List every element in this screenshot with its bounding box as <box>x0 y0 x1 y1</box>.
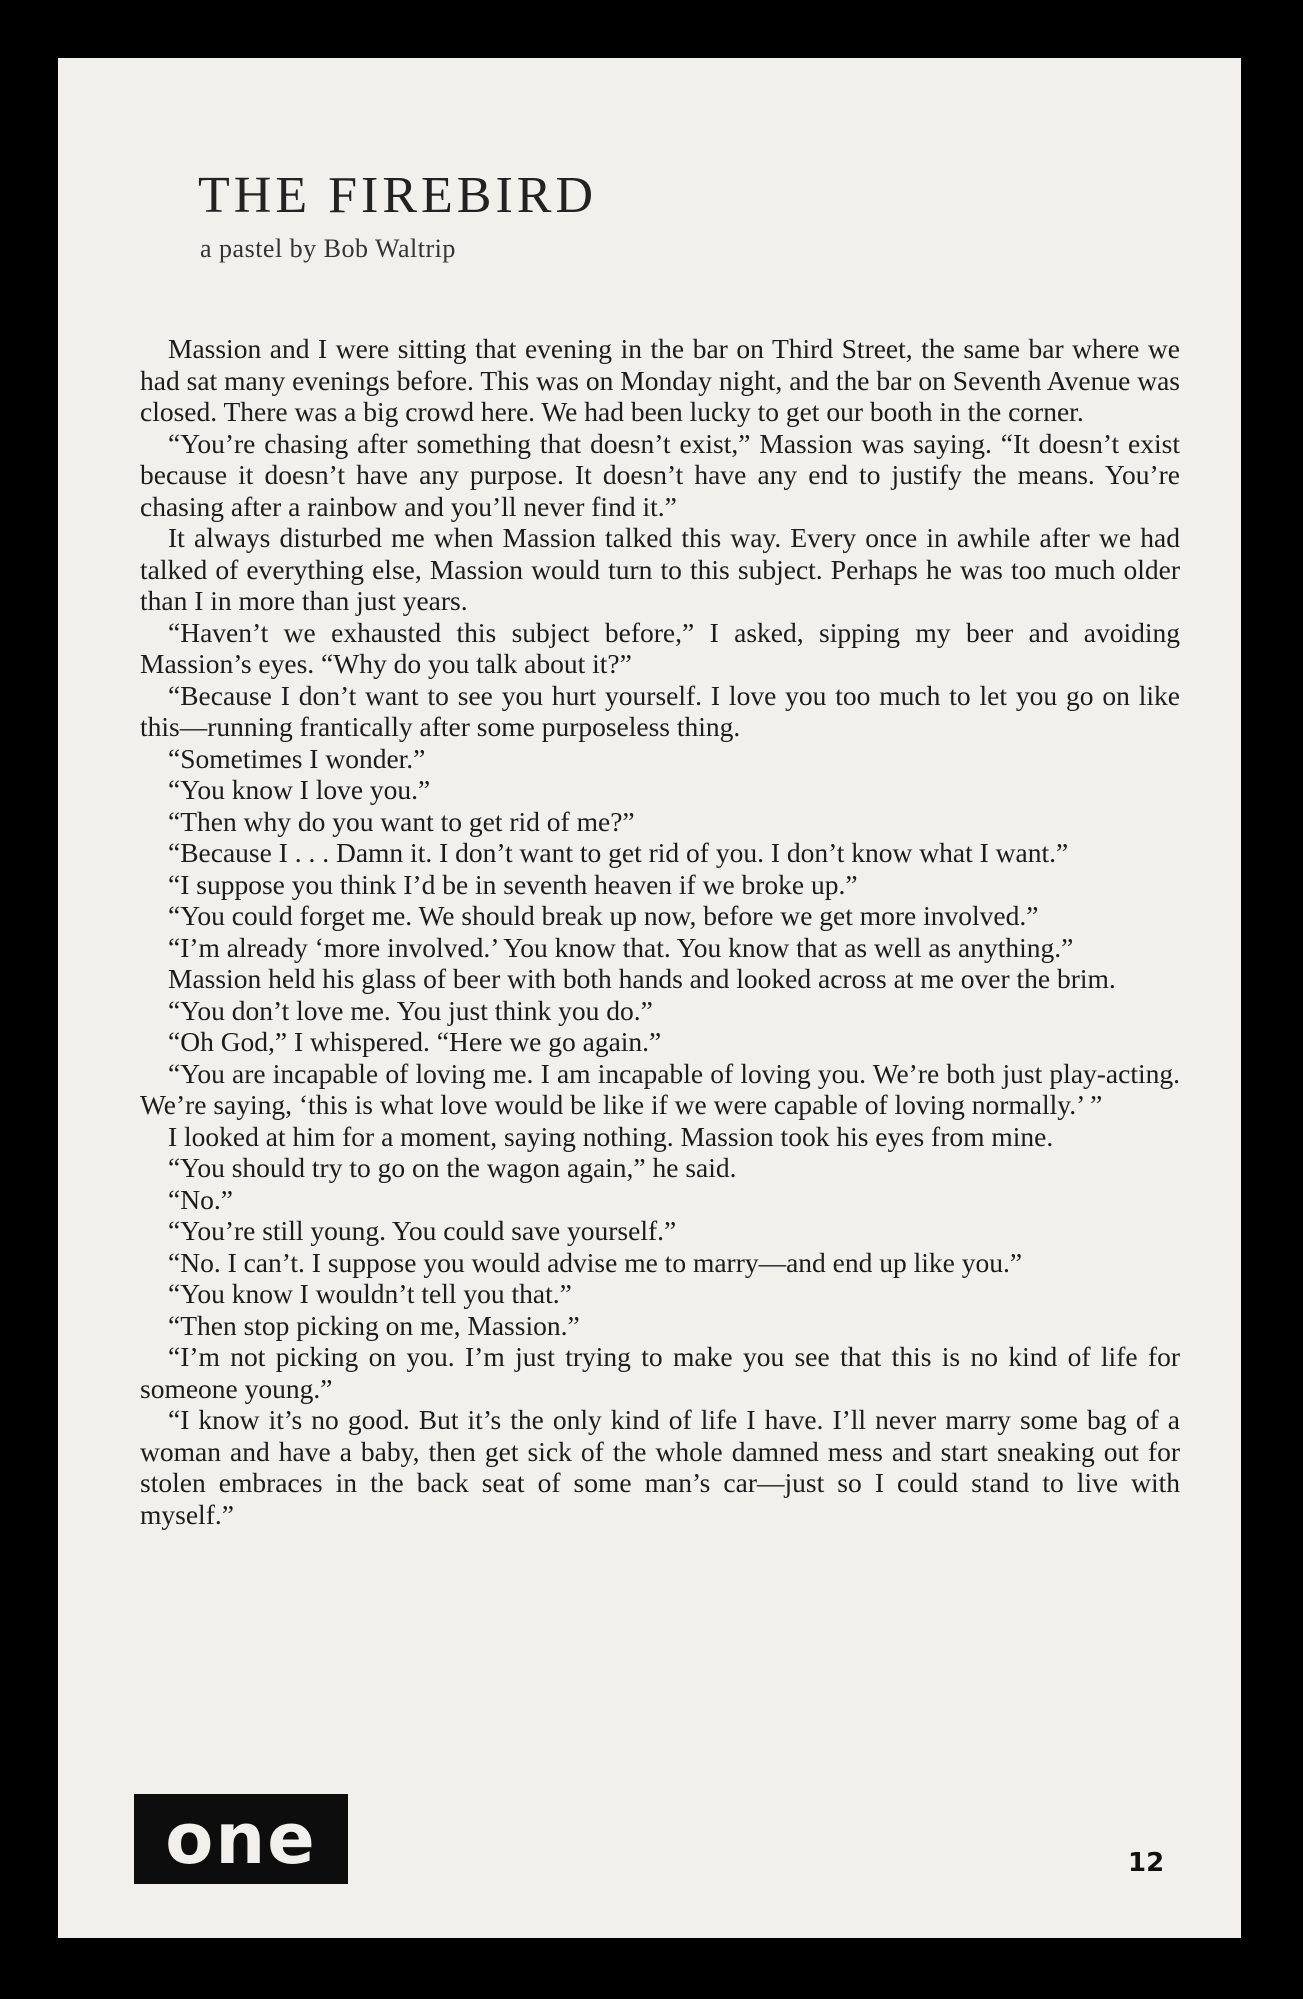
story-paragraph: “I’m not picking on you. I’m just trying to make you see that this is no kind of life for someone young.” <box>140 1341 1180 1404</box>
story-paragraph: “You should try to go on the wagon again,” he said. <box>168 1152 737 1183</box>
story-paragraph: “You could forget me. We should break up now, before we get more involved.” <box>168 900 1039 931</box>
story-paragraph: “You know I wouldn’t tell you that.” <box>168 1278 572 1309</box>
story-paragraph: “Sometimes I wonder.” <box>168 742 426 774</box>
magazine-logo: one <box>134 1794 348 1884</box>
article-byline: a pastel by Bob Waltrip <box>200 234 456 263</box>
page-number: 12 <box>1128 1848 1165 1878</box>
article-title: THE FIREBIRD <box>198 167 597 224</box>
story-paragraph: “Because I don’t want to see you hurt yourself. I love you too much to let you go on like this—running frantically after some purposeless thing. <box>140 679 1180 742</box>
story-paragraph: “Then why do you want to get rid of me?” <box>168 805 635 837</box>
story-paragraph: “No. I can’t. I suppose you would advise me to marry—and end up like you.” <box>168 1246 1023 1278</box>
story-paragraph: “You’re chasing after something that doesn’t exist,” Massion was saying. “It doesn’t exist because it doesn’t have any purpose. It doesn’t have any end to justify the means. You’re chasing after a rainbow and you’ll never find it.” <box>140 427 1180 522</box>
story-paragraph: “You’re still young. You could save yourself.” <box>168 1215 677 1246</box>
story-paragraph: “Haven’t we exhausted this subject before,” I asked, sipping my beer and avoiding Massion’s eyes. “Why do you talk about it?” <box>140 616 1180 679</box>
story-paragraph: Massion and I were sitting that evening in the bar on Third Street, the same bar where we had sat many evenings before. This was on Monday night, and the bar on Seventh Avenue was closed. There was a big crowd here. We had been lucky to get our booth in the corner. <box>140 333 1180 427</box>
story-paragraph: “I suppose you think I’d be in seventh heaven if we broke up.” <box>168 868 858 900</box>
magazine-page <box>58 58 1241 1938</box>
story-paragraph: “I know it’s no good. But it’s the only kind of life I have. I’ll never marry some bag of a woman and have a baby, then get sick of the whole damned mess and start sneaking out for stolen embraces in the back seat of some man’s car—just so I could stand to live with myself.” <box>140 1404 1180 1530</box>
story-paragraph: “Because I . . . Damn it. I don’t want to get rid of you. I don’t know what I want.” <box>168 837 1069 868</box>
story-paragraph: “Oh God,” I whispered. “Here we go again.” <box>168 1026 662 1057</box>
story-paragraph: “You don’t love me. You just think you do.” <box>168 994 653 1026</box>
story-paragraph: “You know I love you.” <box>168 774 431 805</box>
story-paragraph: Massion held his glass of beer with both hands and looked across at me over the brim. <box>168 963 1116 994</box>
story-paragraph: “No.” <box>168 1183 233 1215</box>
story-paragraph: I looked at him for a moment, saying nothing. Massion took his eyes from mine. <box>168 1120 1054 1152</box>
story-paragraph: “I’m already ‘more involved.’ You know that. You know that as well as anything.” <box>168 931 1074 963</box>
story-paragraph: It always disturbed me when Massion talked this way. Every once in awhile after we had talked of everything else, Massion would turn to this subject. Perhaps he was too much older than I in more than just years. <box>140 522 1180 616</box>
story-paragraph: “You are incapable of loving me. I am incapable of loving you. We’re both just play-acting. We’re saying, ‘this is what love would be like if we were capable of loving normally.’ ” <box>140 1057 1180 1120</box>
story-paragraph: “Then stop picking on me, Massion.” <box>168 1309 580 1341</box>
story-body <box>140 333 1180 1530</box>
